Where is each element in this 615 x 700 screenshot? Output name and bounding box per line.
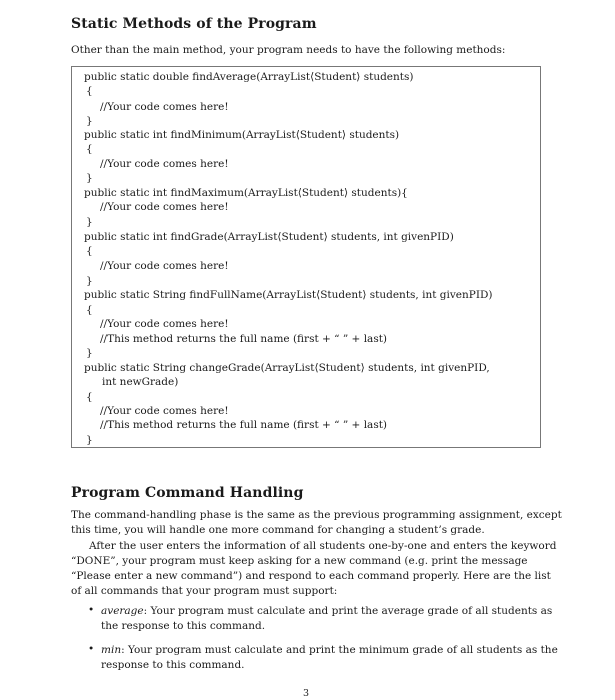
code-line: { <box>86 391 93 403</box>
section-title-command-handling: Program Command Handling <box>71 485 304 501</box>
code-line: public static double findAverage(ArrayList⟨Student⟩ students) <box>84 71 414 83</box>
section-title-static-methods: Static Methods of the Program <box>71 16 317 32</box>
paragraph-line: this time, you will handle one more command for changing a student’s grade. <box>71 524 485 536</box>
code-line: } <box>86 434 93 446</box>
section-intro: Other than the main method, your program needs to have the following methods: <box>71 44 506 56</box>
code-line: //This method returns the full name (first + “ ” + last) <box>100 419 388 431</box>
code-line: } <box>86 115 93 127</box>
code-line: //Your code comes here! <box>100 318 229 330</box>
paragraph-line: “DONE”, your program must keep asking for a new command (e.g. print the message <box>71 555 528 567</box>
code-line: //Your code comes here! <box>100 101 229 113</box>
paragraph-line: “Please enter a new command”) and respond to each command properly. Here are the list <box>71 570 551 582</box>
code-line: { <box>86 143 93 155</box>
code-line: public static int findMinimum(ArrayList⟨Student⟩ students) <box>84 129 400 141</box>
code-line: public static int findGrade(ArrayList⟨Student⟩ students, int givenPID) <box>84 231 454 243</box>
bullet-dot: • <box>88 643 95 655</box>
paragraph-line: After the user enters the information of all students one-by-one and enters the keyword <box>89 540 557 552</box>
bullet-item <box>101 604 552 620</box>
code-line: //Your code comes here! <box>100 260 229 272</box>
code-line: } <box>86 347 93 359</box>
code-line: //Your code comes here! <box>100 405 229 417</box>
code-line: int newGrade) <box>102 376 179 388</box>
command-description: : Your program must calculate and print the minimum grade of all students as the <box>121 644 558 656</box>
paragraph-line: of all commands that your program must support: <box>71 585 338 597</box>
code-line: //Your code comes here! <box>100 158 229 170</box>
command-name: average <box>101 605 144 617</box>
code-box <box>71 66 541 448</box>
code-line: public static String findFullName(ArrayList⟨Student⟩ students, int givenPID) <box>84 289 493 301</box>
code-line: //This method returns the full name (first + “ ” + last) <box>100 333 388 345</box>
paragraph-line: The command-handling phase is the same as the previous programming assignment, except <box>71 509 562 521</box>
code-line: //Your code comes here! <box>100 201 229 213</box>
page-number: 3 <box>303 688 310 699</box>
bullet-dot: • <box>88 604 95 616</box>
code-line: } <box>86 216 93 228</box>
code-line: } <box>86 275 93 287</box>
code-line: } <box>86 172 93 184</box>
code-line: public static String changeGrade(ArrayList⟨Student⟩ students, int givenPID, <box>84 362 490 374</box>
code-line: { <box>86 245 93 257</box>
command-name: min <box>101 644 122 656</box>
command-description: : Your program must calculate and print the average grade of all students as <box>143 605 553 617</box>
code-line: { <box>86 85 93 97</box>
bullet-continuation: the response to this command. <box>101 620 266 632</box>
bullet-item <box>101 643 558 659</box>
code-line: public static int findMaximum(ArrayList⟨Student⟩ students){ <box>84 187 408 199</box>
code-line: { <box>86 304 93 316</box>
bullet-continuation: response to this command. <box>101 659 245 671</box>
